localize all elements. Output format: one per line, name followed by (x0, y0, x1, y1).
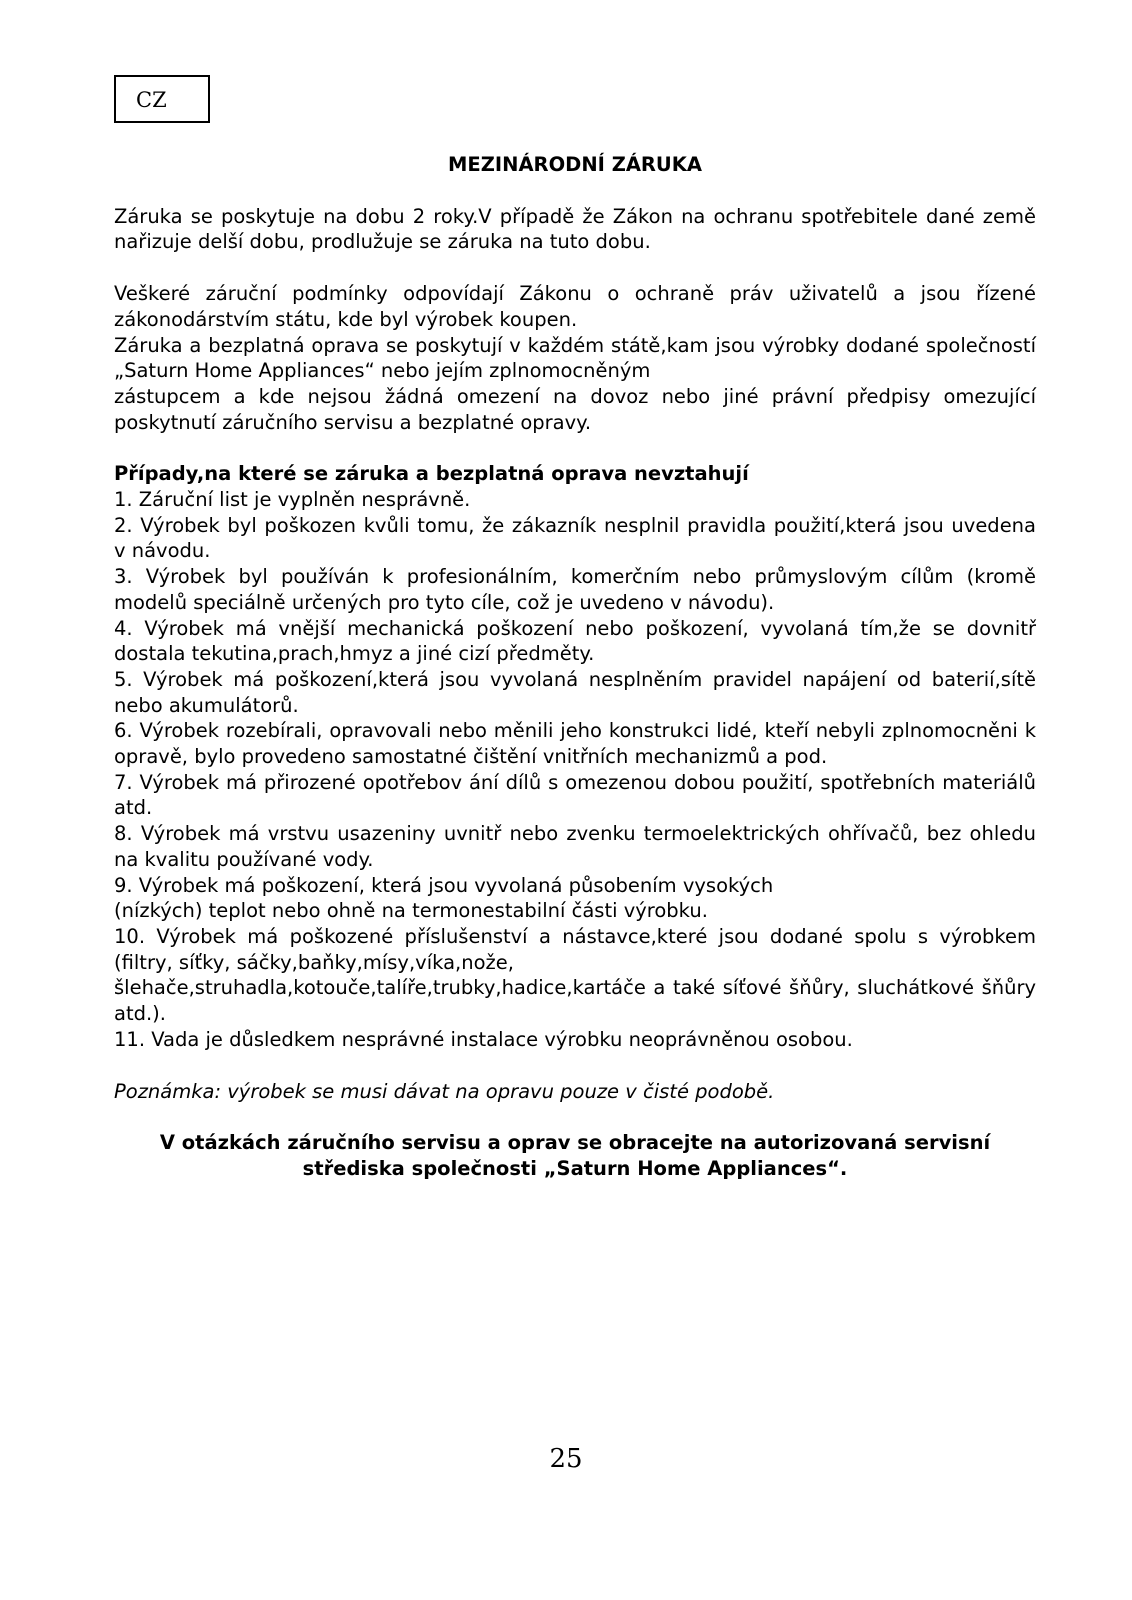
exclusions-heading: Případy,na které se záruka a bezplatná oprava nevztahují (114, 462, 749, 486)
exclusion-item: 3. Výrobek byl používán k profesionálním, komerčním nebo průmyslovým cílům (kromě modelů speciálně určených pro tyto cíle, což je uvedeno v návodu). (114, 565, 1036, 614)
conditions-paragraph-3: zástupcem a kde nejsou žádná omezení na dovoz nebo jiné právní předpisy omezující poskytnutí záručního servisu a bezplatné opravy. (114, 384, 1036, 434)
service-contact-notice (114, 1130, 1036, 1181)
exclusion-item: 2. Výrobek byl poškozen kvůli tomu, že zákazník nesplnil pravidla použití,která jsou uvedena v návodu. (114, 513, 1036, 563)
language-label-box (114, 75, 210, 123)
exclusion-item: (nízkých) teplot nebo ohně na termonestabilní části výrobku. (114, 899, 708, 923)
conditions-paragraph-2: Záruka a bezplatná oprava se poskytují v každém státě,kam jsou výrobky dodané společností „Saturn Home Appliances“ nebo jejím zplnomocněným (114, 333, 1036, 383)
exclusion-item: 7. Výrobek má přirozené opotřebov ání dílů s omezenou dobou použití, spotřebních materiálů atd. (114, 770, 1036, 820)
exclusion-item: šlehače,struhadla,kotouče,talíře,trubky,hadice,kartáče a také síťové šňůry, sluchátkové šňůry atd.). (114, 976, 1036, 1026)
spacer (114, 255, 1036, 281)
exclusion-item: 11. Vada je důsledkem nesprávné instalace výrobku neoprávněnou osobou. (114, 1027, 853, 1051)
exclusion-item: 5. Výrobek má poškození,která jsou vyvolaná nesplněním pravidel napájení od baterií,sítě nebo akumulátorů. (114, 667, 1036, 717)
exclusion-item: 10. Výrobek má poškozené příslušenství a nástavce,které jsou dodané spolu s výrobkem (filtry, síťky, sáčky,baňky,mísy,víka,nože, (114, 924, 1036, 974)
document-body (114, 152, 1036, 1182)
page-number: 25 (549, 1444, 583, 1474)
note-paragraph: Poznámka: výrobek se musi dávat na opravu pouze v čisté podobě. (114, 1079, 775, 1103)
exclusion-item: 4. Výrobek má vnější mechanická poškození nebo poškození, vyvolaná tím,že se dovnitř dostala tekutina,prach,hmyz a jiné cizí předměty. (114, 616, 1036, 666)
exclusion-item: 8. Výrobek má vrstvu usazeniny uvnitř nebo zvenku termoelektrických ohřívačů, bez ohledu na kvalitu používané vody. (114, 822, 1036, 871)
spacer (114, 435, 1036, 461)
service-contact-line-2: střediska společnosti „Saturn Home Appliances“. (302, 1156, 848, 1180)
service-contact-line-1: V otázkách záručního servisu a oprav se obracejte na autorizovaná servisní (159, 1131, 991, 1155)
exclusion-item: 1. Záruční list je vyplněn nesprávně. (114, 488, 471, 512)
exclusion-item: 9. Výrobek má poškození, která jsou vyvolaná působením vysokých (114, 873, 774, 897)
intro-paragraph: Záruka se poskytuje na dobu 2 roky.V případě že Zákon na ochranu spotřebitele dané země nařizuje delší dobu, prodlužuje se záruka na tuto dobu. (114, 204, 1036, 254)
exclusion-item: 6. Výrobek rozebírali, opravovali nebo měnili jeho konstrukci lidé, kteří nebyli zplnomocněni k opravě, bylo provedeno samostatné čištění vnitřních mechanizmů a pod. (114, 719, 1036, 769)
language-label: CZ (136, 88, 167, 112)
document-title: MEZINÁRODNÍ ZÁRUKA (448, 153, 702, 176)
conditions-paragraph-1: Veškeré záruční podmínky odpovídají Zákonu o ochraně práv uživatelů a jsou řízené zákonodárstvím státu, kde byl výrobek koupen. (114, 282, 1036, 331)
